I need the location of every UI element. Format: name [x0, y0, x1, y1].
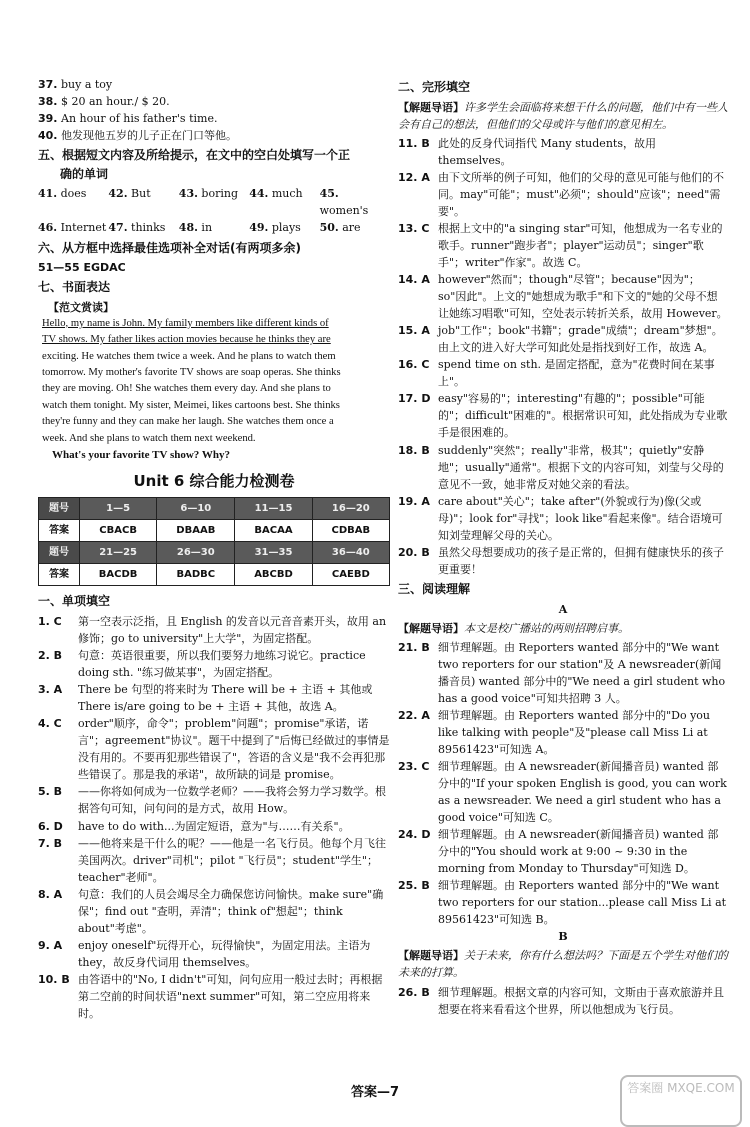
item-number: 15. A: [398, 324, 430, 338]
explanation-item: [398, 322, 728, 356]
explanation-item: [398, 220, 728, 271]
section6-title: 六、从方框中选择最佳选项补全对话(有两项多余): [38, 240, 301, 255]
left-column: [38, 76, 390, 1022]
answer-word: does: [57, 187, 87, 201]
watermark-logo: 答案圈 MXQE.COM: [620, 1075, 742, 1127]
item-text: 句意：英语很重要，所以我们要努力地练习说它。practice doing sth. "练习做某事"，为固定搭配。: [78, 649, 366, 680]
item-text: 由答语中的"No, I didn't"可知，问句应用一般过去时；再根据第二空前的时间状语"next summer"可知，第二空应用将来时。: [78, 972, 383, 1021]
item-text: 细节理解题。由 A newsreader(新闻播音员) wanted 部分中的"If your spoken English is good, you can work as a newsreader. We need a girl student who has a good voice"可知选 C。: [438, 759, 727, 825]
item-text: ——你将如何成为一位数学老师？——我将会努力学习数学。根据答句可知，问句问的是方式，故用 How。: [78, 785, 386, 816]
table-cell: 题号: [39, 498, 80, 520]
answer-word: plays: [268, 221, 301, 235]
unit-title: Unit 6 综合能力检测卷: [133, 472, 295, 491]
item-number: 19. A: [398, 494, 430, 508]
explanation-item: [38, 937, 390, 971]
item-text: 细节理解题。由 Reporters wanted 部分中的"Do you like talking with people"及"please call Miss Li at 89561423"可知选 A。: [438, 708, 710, 756]
answer-number: 46.: [38, 221, 58, 235]
item-number: 7. B: [38, 836, 63, 850]
answer-word: thinks: [127, 221, 166, 235]
item-text: There be 句型的将来时为 There will be + 主语 + 其他或 There is/are going to be + 主语 + 其他，故选 A。: [78, 683, 373, 714]
explanation-item: [38, 647, 390, 681]
table-cell: ABCBD: [235, 564, 312, 586]
explanation-item: [398, 639, 728, 707]
item-number: 14. A: [398, 273, 430, 287]
sample-label: 【范文赏读】: [48, 300, 114, 314]
answer-number: 42.: [108, 187, 128, 201]
item-text: 细节理解题。由 Reporters wanted 部分中的"We want two reporters for our station...please call Miss Li at 89561423"可知选 B。: [438, 879, 727, 927]
explanation-item: [398, 271, 728, 322]
item-number: 18. B: [398, 443, 430, 457]
item-number: 10. B: [38, 972, 70, 986]
blank-answer: [179, 219, 249, 236]
explanation-item: [398, 877, 728, 928]
answer-word: But: [127, 187, 151, 201]
table-cell: BACAA: [235, 520, 312, 542]
guide-reading-a: [398, 620, 728, 637]
answer-text: An hour of his father's time.: [57, 112, 218, 126]
explanation-item: [398, 707, 728, 758]
item-number: 8. A: [38, 887, 63, 901]
item-number: 16. C: [398, 358, 430, 372]
answer-line: [38, 76, 390, 93]
explanation-item: [398, 493, 728, 544]
table-cell: CAEBD: [312, 564, 389, 586]
answer-number: 40.: [38, 129, 58, 143]
answer-word: Internet: [57, 221, 107, 235]
answer-word: boring: [197, 187, 239, 201]
guide-text: 本文是校广播站的两则招聘启事。: [464, 621, 629, 635]
table-cell: 答案: [39, 564, 80, 586]
item-number: 22. A: [398, 708, 430, 722]
item-text: care about"关心"；take after"(外貌或行为)像(父或母)"；look for"寻找"；look like"看起来像"。结合语境可知刘莹理解父母的关心。: [438, 494, 723, 542]
explanation-item: [38, 681, 390, 715]
guide-label: 【解题导语】: [398, 621, 464, 635]
answer-number: 50.: [319, 221, 339, 235]
item-text: job"工作"；book"书籍"；grade"成绩"；dream"梦想"。由上文的进入好大学可知此处是指找到好工作，故选 A。: [438, 324, 723, 355]
table-row: [39, 542, 390, 564]
reading-b-items: [398, 984, 728, 1018]
item-text: 此处的反身代词指代 Many students，故用 themselves。: [438, 136, 656, 167]
item-text: enjoy oneself"玩得开心，玩得愉快"，为固定用法。主语为 they，故反身代词用 themselves。: [78, 938, 371, 969]
table-cell: BACDB: [79, 564, 156, 586]
item-number: 20. B: [398, 545, 430, 559]
single-choice-items: [38, 613, 390, 1022]
answer-word: in: [197, 221, 213, 235]
blank-answer: [179, 185, 249, 219]
essay-line: week. And she plans to watch them next weekend.: [42, 432, 256, 444]
answer-number: 43.: [178, 187, 198, 201]
table-cell: 36—40: [312, 542, 389, 564]
section5-row1: [38, 185, 390, 219]
answer-line: [38, 110, 390, 127]
explanation-item: [398, 169, 728, 220]
table-cell: DBAAB: [157, 520, 235, 542]
blank-answer: [38, 185, 108, 219]
guide-label: 【解题导语】: [398, 100, 464, 114]
answer-number: 39.: [38, 112, 58, 126]
blank-answer: [108, 219, 178, 236]
explanation-item: [398, 356, 728, 390]
answer-text: $ 20 an hour./ $ 20.: [57, 95, 170, 109]
table-cell: 1—5: [79, 498, 156, 520]
section5-title-cont: 确的单词: [60, 166, 109, 181]
item-text: 细节理解题。根据文章的内容可知，文斯由于喜欢旅游并且想要在将来看看这个世界，所以他想成为飞行员。: [438, 985, 724, 1016]
section7-title: 七、书面表达: [38, 280, 111, 295]
table-cell: 21—25: [79, 542, 156, 564]
explanation-item: [398, 758, 728, 826]
answer-word: women's: [319, 204, 369, 218]
essay-line: they are moving. Oh! She watches them every day. And she plans to: [42, 383, 331, 395]
cloze-items: [398, 135, 728, 578]
blank-answer: [320, 219, 390, 236]
explanation-item: [398, 442, 728, 493]
item-number: 1. C: [38, 614, 62, 628]
item-text: 根据上文中的"a singing star"可知，他想成为一名专业的歌手。runner"跑步者"；player"运动员"；singer"歌手"；writer"作家"。故选 C。: [438, 221, 723, 270]
section3-title: 三、阅读理解: [398, 581, 471, 596]
item-number: 2. B: [38, 649, 63, 663]
table-cell: CDBAB: [312, 520, 389, 542]
explanation-item: [398, 826, 728, 877]
blank-answer: [320, 185, 390, 219]
answer-number: 37.: [38, 78, 58, 91]
answer-text: buy a toy: [57, 78, 113, 91]
answer-number: 45.: [319, 187, 339, 201]
explanation-item: [38, 818, 390, 835]
explanation-item: [398, 984, 728, 1018]
section6-answer: 51—55 EGDAC: [38, 261, 126, 275]
item-number: 9. A: [38, 938, 63, 952]
answer-number: 49.: [249, 221, 269, 235]
item-text: spend time on sth. 是固定搭配，意为"花费时间在某事上"。: [438, 358, 715, 389]
answer-table: [38, 497, 390, 586]
explanation-item: [398, 544, 728, 578]
table-cell: 16—20: [312, 498, 389, 520]
item-number: 4. C: [38, 717, 62, 731]
part-a-label: A: [558, 602, 568, 616]
answer-number: 47.: [108, 221, 128, 235]
essay-line: Hello, my name is John. My family members like different kinds of: [42, 317, 329, 329]
answer-line: [38, 127, 390, 144]
answer-text: 他发现他五岁的儿子正在门口等他。: [57, 129, 237, 143]
item-number: 21. B: [398, 640, 430, 654]
table-row: [39, 564, 390, 586]
answer-number: 41.: [38, 187, 58, 201]
answer-word: much: [268, 187, 303, 201]
sample-essay: [38, 316, 390, 447]
item-number: 3. A: [38, 683, 63, 697]
guide-label: 【解题导语】: [398, 949, 464, 963]
explanation-item: [38, 783, 390, 817]
guide-text: 许多学生会面临将来想干什么的问题，他们中有一些人会有自己的想法，但他们的父母或许与他们的意见相左。: [398, 100, 728, 131]
explanation-item: [38, 835, 390, 886]
guide-reading-b: [398, 947, 728, 981]
item-text: 第一空表示泛指，且 English 的发音以元音音素开头，故用 an 修饰；go to university"上大学"，为固定搭配。: [78, 614, 387, 645]
essay-question: What's your favorite TV show? Why?: [52, 449, 230, 462]
item-number: 6. D: [38, 819, 63, 833]
item-text: order"顺序，命令"；problem"问题"；promise"承诺，诺言"；agreement"协议"。题干中提到了"后悔已经做过的事情是没有用的。不要再犯那些错误了"，答语的含义是"我不会再犯那些错误了。那是我的承诺"，故所缺的词是 promise。: [78, 717, 390, 782]
section5-title: 五、根据短文内容及所给提示，在文中的空白处填写一个正: [38, 148, 351, 163]
item-text: however"然而"；though"尽管"；because"因为"；so"因此"。上文的"她想成为歌手"和下文的"她的父母不想让她练习唱歌"可知，空处表示转折关系，故用 However。: [438, 273, 728, 321]
essay-line: exciting. He watches them twice a week. And he plans to watch them: [42, 350, 336, 362]
table-cell: BADBC: [157, 564, 235, 586]
table-cell: 6—10: [157, 498, 235, 520]
explanation-item: [38, 613, 390, 647]
part-b-label: B: [558, 930, 568, 944]
table-row: [39, 498, 390, 520]
explanation-item: [38, 886, 390, 937]
right-column: [398, 76, 728, 1018]
explanation-item: [38, 971, 390, 1022]
blank-answer: [249, 185, 319, 219]
reading-a-items: [398, 639, 728, 929]
item-number: 24. D: [398, 828, 431, 842]
explanation-item: [398, 390, 728, 441]
page-number: 答案—7: [350, 1085, 400, 1100]
item-text: 细节理解题。由 A newsreader(新闻播音员) wanted 部分中的"You should work at 9:00 ~ 9:30 in the morning from Monday to Thursday"可知选 D。: [438, 828, 719, 876]
answers-top: [38, 76, 390, 144]
item-text: ——他将来是干什么的呢？——他是一名飞行员。他每个月飞往美国两次。driver"司机"；pilot "飞行员"；student"学生"；teacher"老师"。: [78, 836, 386, 884]
essay-line: tomorrow. My mother's favorite TV shows are soap operas. She thinks: [42, 367, 341, 379]
section1-title: 一、单项填空: [38, 594, 111, 609]
blank-answer: [108, 185, 178, 219]
essay-line: TV shows. My father likes action movies because he thinks they are: [42, 334, 331, 346]
section2-title: 二、完形填空: [398, 80, 471, 94]
explanation-item: [38, 715, 390, 783]
answer-number: 38.: [38, 95, 58, 109]
answer-number: 48.: [178, 221, 198, 235]
blank-answer: [249, 219, 319, 236]
item-number: 17. D: [398, 392, 431, 406]
blank-answer: [38, 219, 108, 236]
essay-line: they're funny and they can make her laugh. She watches them once a: [42, 416, 334, 428]
table-cell: 题号: [39, 542, 80, 564]
table-cell: 答案: [39, 520, 80, 542]
answer-number: 44.: [249, 187, 269, 201]
answer-line: [38, 93, 390, 110]
table-cell: 26—30: [157, 542, 235, 564]
item-text: 虽然父母想要成功的孩子是正常的，但拥有健康快乐的孩子更重要！: [438, 545, 724, 576]
table-cell: 31—35: [235, 542, 312, 564]
essay-line: watch them tonight. My sister, Meimei, likes cartoons best. She thinks: [42, 399, 340, 411]
item-number: 11. B: [398, 136, 430, 150]
answer-word: are: [338, 221, 361, 235]
item-text: 细节理解题。由 Reporters wanted 部分中的"We want two reporters for our station"及 A newsreader(新闻播音员) wanted 部分中的"We need a girl student who has a good voice"可知共招聘 3 人。: [438, 640, 726, 705]
item-number: 26. B: [398, 985, 430, 999]
item-number: 12. A: [398, 170, 430, 184]
table-cell: 11—15: [235, 498, 312, 520]
section5-row2: [38, 219, 390, 236]
item-text: 由下文所举的例子可知，他们的父母的意见可能与他们的不同。may"可能"；must"必须"；should"应该"；need"需要"。: [438, 170, 724, 218]
guide-text: 关于未来，你有什么想法吗？下面是五个学生对他们的未来的打算。: [398, 949, 728, 980]
table-cell: CBACB: [79, 520, 156, 542]
item-number: 13. C: [398, 221, 430, 235]
item-number: 5. B: [38, 785, 63, 799]
item-text: 句意：我们的人员会竭尽全力确保您访问愉快。make sure"确保"；find out "查明，弄清"；think of"想起"；think about"考虑"。: [78, 887, 384, 935]
explanation-item: [398, 135, 728, 169]
item-text: suddenly"突然"；really"非常，极其"；quietly"安静地"；usually"通常"。根据下文的内容可知，刘莹与父母的意见不一致，她非常反对她父亲的看法。: [438, 443, 724, 491]
item-text: have to do with...为固定短语，意为"与……有关系"。: [78, 819, 350, 833]
item-number: 25. B: [398, 879, 430, 893]
guide-cloze: [398, 99, 728, 133]
table-row: [39, 520, 390, 542]
item-number: 23. C: [398, 759, 430, 773]
item-text: easy"容易的"；interesting"有趣的"；possible"可能的"；difficult"困难的"。根据常识可知，此处指成为专业歌手是很困难的。: [438, 392, 728, 440]
